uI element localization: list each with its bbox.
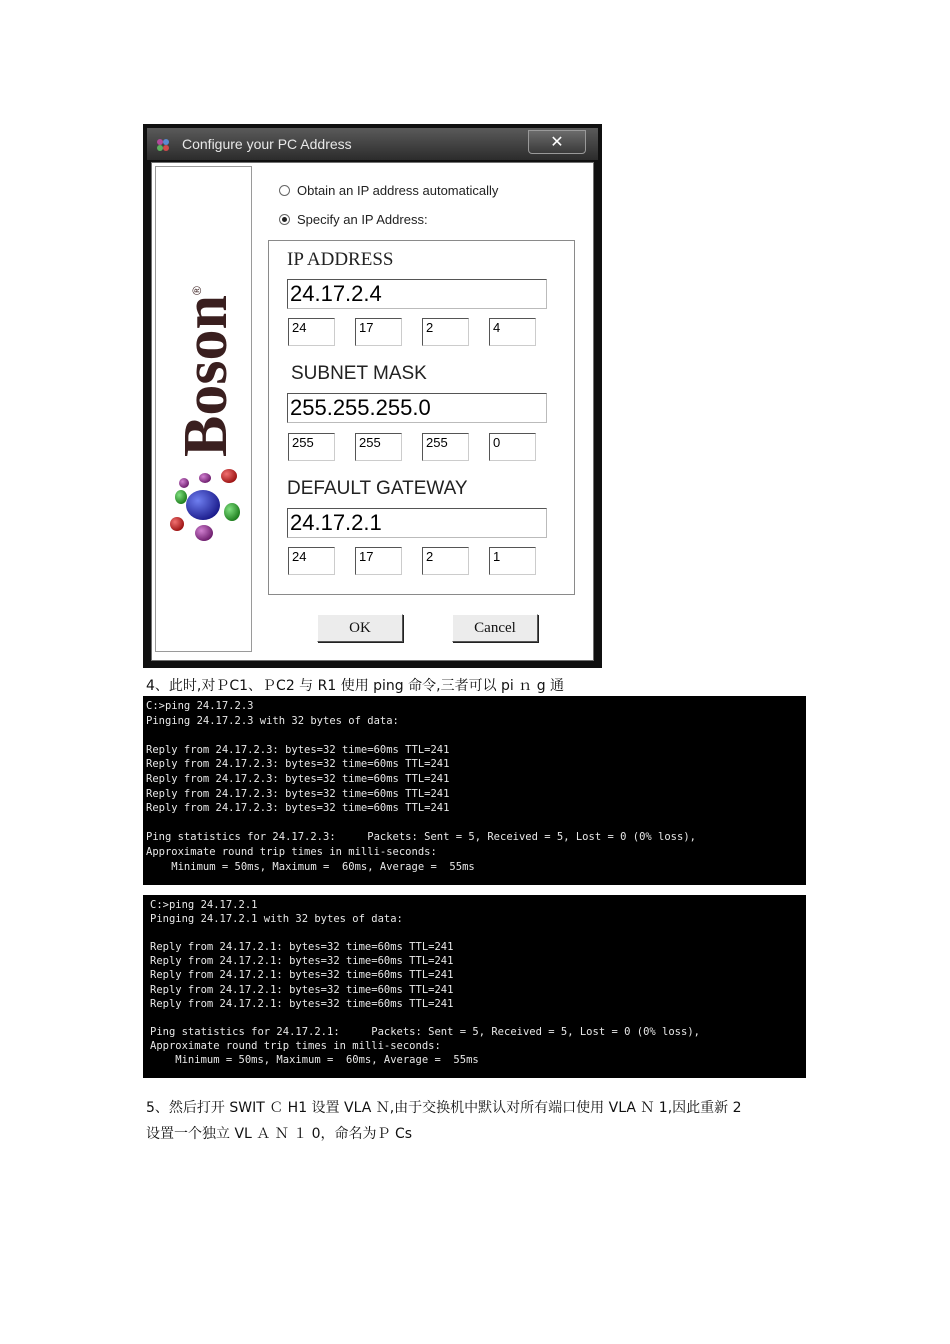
configure-pc-address-dialog bbox=[143, 124, 602, 668]
radio-specify-label: Specify an IP Address: bbox=[297, 212, 428, 227]
radio-specify-ip[interactable] bbox=[279, 212, 428, 227]
subnet-mask-field[interactable]: 255.255.255.0 bbox=[287, 393, 547, 423]
dialog-body bbox=[151, 162, 594, 661]
boson-logo-wordmark: Boson bbox=[172, 295, 240, 457]
mask-octet-4[interactable]: 0 bbox=[489, 433, 536, 461]
dialog-title: Configure your PC Address bbox=[182, 136, 352, 152]
ip-octet-2[interactable]: 17 bbox=[355, 318, 402, 346]
ping-terminal-2 bbox=[143, 895, 806, 1078]
registered-mark: ® bbox=[190, 286, 204, 295]
terminal-line: Minimum = 50ms, Maximum = 60ms, Average = 55ms bbox=[150, 1054, 479, 1067]
step-4-paragraph: 4、此时,对ＰC1、ＰC2 与 R1 使用 ping 命令,三者可以 pi ｎ g 通 bbox=[146, 678, 565, 694]
terminal-line: Ping statistics for 24.17.2.3: Packets: Sent = 5, Received = 5, Lost = 0 (0% loss), bbox=[146, 831, 696, 844]
step-5-line-2: 设置一个独立 VL Ａ Ｎ １ 0，命名为Ｐ Cs bbox=[146, 1126, 413, 1142]
terminal-line bbox=[150, 927, 156, 939]
ok-button[interactable]: OK bbox=[317, 614, 403, 642]
terminal-line: Approximate round trip times in milli-seconds: bbox=[150, 1039, 441, 1052]
mask-octet-3[interactable]: 255 bbox=[422, 433, 469, 461]
boson-logo-panel bbox=[155, 166, 252, 652]
terminal-2-output bbox=[150, 898, 806, 1067]
close-button[interactable]: ✕ bbox=[528, 130, 586, 154]
terminal-line bbox=[150, 1012, 156, 1024]
mask-octet-2[interactable]: 255 bbox=[355, 433, 402, 461]
gateway-octet-1[interactable]: 24 bbox=[288, 547, 335, 575]
gateway-octet-2[interactable]: 17 bbox=[355, 547, 402, 575]
cancel-button[interactable]: Cancel bbox=[452, 614, 538, 642]
subnet-mask-label: SUBNET MASK bbox=[291, 363, 427, 384]
terminal-line: Reply from 24.17.2.1: bytes=32 time=60ms TTL=241 bbox=[150, 969, 454, 982]
mask-octet-1[interactable]: 255 bbox=[288, 433, 335, 461]
ip-address-field[interactable]: 24.17.2.4 bbox=[287, 279, 547, 309]
terminal-line: C:>ping 24.17.2.3 bbox=[146, 700, 254, 712]
terminal-line: Reply from 24.17.2.1: bytes=32 time=60ms TTL=241 bbox=[150, 997, 454, 1010]
terminal-line: Reply from 24.17.2.3: bytes=32 time=60ms TTL=241 bbox=[146, 743, 450, 756]
ip-octet-3[interactable]: 2 bbox=[422, 318, 469, 346]
terminal-line: Reply from 24.17.2.1: bytes=32 time=60ms TTL=241 bbox=[150, 941, 454, 954]
gateway-octet-3[interactable]: 2 bbox=[422, 547, 469, 575]
terminal-line: C:>ping 24.17.2.1 bbox=[150, 899, 258, 911]
terminal-line: Pinging 24.17.2.3 with 32 bytes of data: bbox=[146, 714, 399, 727]
step-5-line-1: 5、然后打开 SWIT Ｃ H1 设置 VLA Ｎ,由于交换机中默认对所有端口使用 VLA Ｎ 1,因此重新 2 bbox=[146, 1100, 742, 1116]
ip-octet-4[interactable]: 4 bbox=[489, 318, 536, 346]
radio-button-checked[interactable] bbox=[279, 214, 290, 225]
terminal-line: Approximate round trip times in milli-seconds: bbox=[146, 845, 437, 858]
ip-settings-group bbox=[268, 240, 575, 595]
dialog-titlebar[interactable] bbox=[147, 128, 598, 160]
default-gateway-label: DEFAULT GATEWAY bbox=[287, 478, 468, 499]
radio-obtain-label: Obtain an IP address automatically bbox=[297, 183, 499, 198]
terminal-line: Reply from 24.17.2.3: bytes=32 time=60ms TTL=241 bbox=[146, 758, 450, 771]
terminal-line: Ping statistics for 24.17.2.1: Packets: Sent = 5, Received = 5, Lost = 0 (0% loss), bbox=[150, 1025, 700, 1038]
terminal-line bbox=[146, 729, 152, 741]
default-gateway-field[interactable]: 24.17.2.1 bbox=[287, 508, 547, 538]
terminal-line: Reply from 24.17.2.3: bytes=32 time=60ms TTL=241 bbox=[146, 802, 450, 815]
terminal-line bbox=[146, 817, 152, 829]
boson-logo bbox=[156, 167, 251, 651]
terminal-line: Reply from 24.17.2.3: bytes=32 time=60ms TTL=241 bbox=[146, 772, 450, 785]
terminal-line: Reply from 24.17.2.1: bytes=32 time=60ms TTL=241 bbox=[150, 955, 454, 968]
terminal-line: Minimum = 50ms, Maximum = 60ms, Average = 55ms bbox=[146, 860, 475, 873]
ip-octet-1[interactable]: 24 bbox=[288, 318, 335, 346]
ping-terminal-1 bbox=[143, 696, 806, 885]
terminal-line: Pinging 24.17.2.1 with 32 bytes of data: bbox=[150, 913, 403, 926]
radio-obtain-automatically[interactable] bbox=[279, 183, 498, 198]
ip-address-label: IP ADDRESS bbox=[287, 249, 394, 270]
terminal-line: Reply from 24.17.2.1: bytes=32 time=60ms TTL=241 bbox=[150, 983, 454, 996]
gateway-octet-4[interactable]: 1 bbox=[489, 547, 536, 575]
terminal-line: Reply from 24.17.2.3: bytes=32 time=60ms TTL=241 bbox=[146, 787, 450, 800]
radio-button-unchecked[interactable] bbox=[279, 185, 290, 196]
terminal-1-output bbox=[146, 699, 806, 874]
app-icon bbox=[155, 137, 171, 153]
